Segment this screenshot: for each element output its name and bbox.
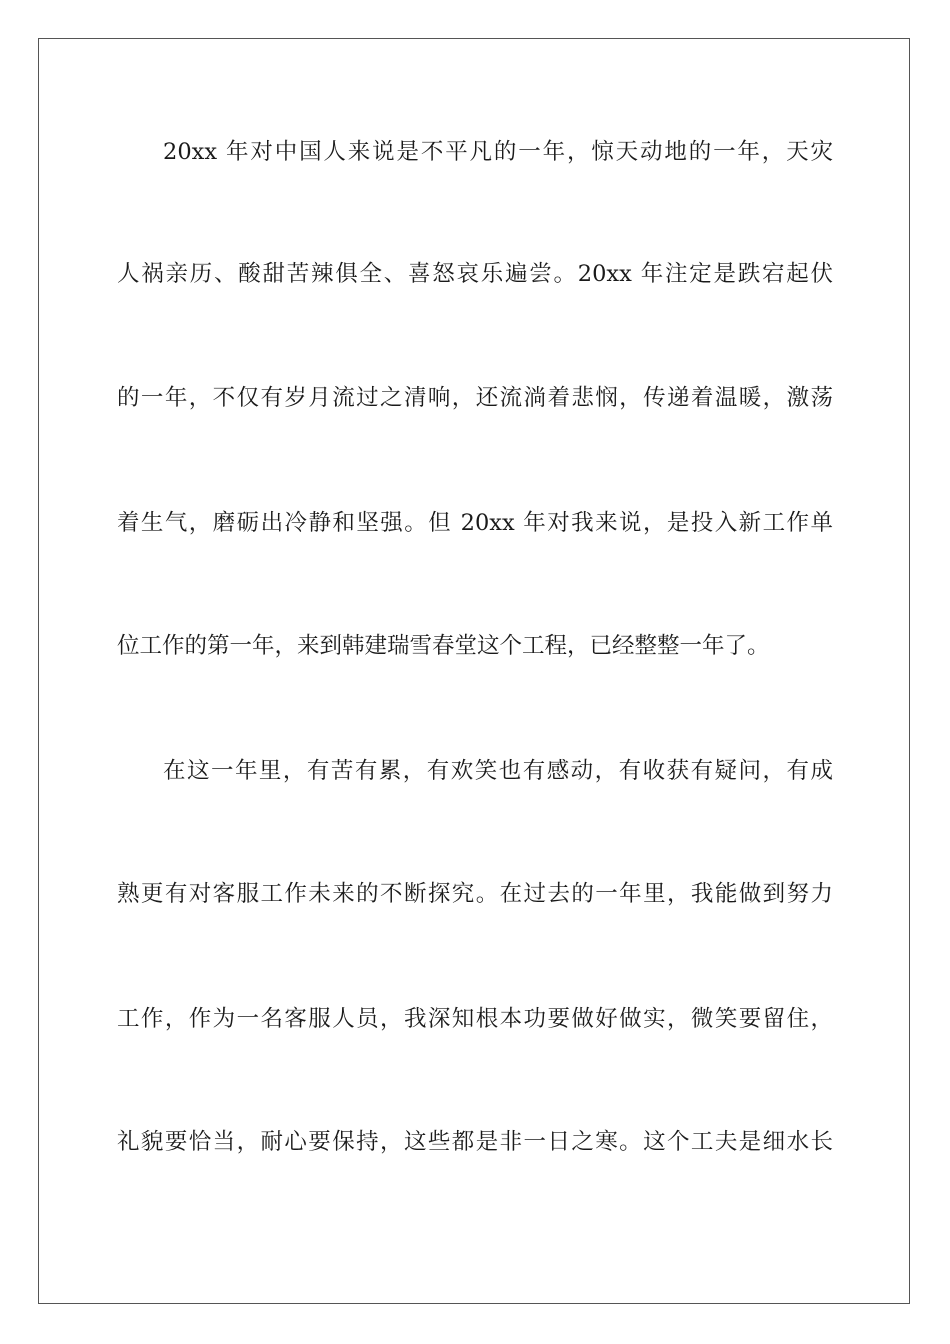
paragraph-2-line-2: 熟更有对客服工作未来的不断探究。在过去的一年里，我能做到努力 bbox=[117, 881, 833, 907]
paragraph-1-line-1: 20xx 年对中国人来说是不平凡的一年，惊天动地的一年，天灾 bbox=[163, 139, 833, 165]
paragraph-1-line-4: 着生气，磨砺出冷静和坚强。但 20xx 年对我来说，是投入新工作单 bbox=[117, 510, 833, 536]
paragraph-1-line-5: 位工作的第一年，来到韩建瑞雪春堂这个工程，已经整整一年了。 bbox=[117, 633, 770, 659]
paragraph-2-line-4: 礼貌要恰当，耐心要保持，这些都是非一日之寒。这个工夫是细水长 bbox=[117, 1129, 833, 1155]
paragraph-1-line-3: 的一年，不仅有岁月流过之清响，还流淌着悲悯，传递着温暖，激荡 bbox=[117, 385, 833, 411]
paragraph-1-line-2: 人祸亲历、酸甜苦辣俱全、喜怒哀乐遍尝。20xx 年注定是跌宕起伏 bbox=[117, 261, 833, 287]
page-border bbox=[38, 38, 910, 1304]
paragraph-2-line-1: 在这一年里，有苦有累，有欢笑也有感动，有收获有疑问，有成 bbox=[163, 758, 833, 784]
paragraph-2-line-3: 工作，作为一名客服人员，我深知根本功要做好做实，微笑要留住， bbox=[117, 1006, 833, 1032]
